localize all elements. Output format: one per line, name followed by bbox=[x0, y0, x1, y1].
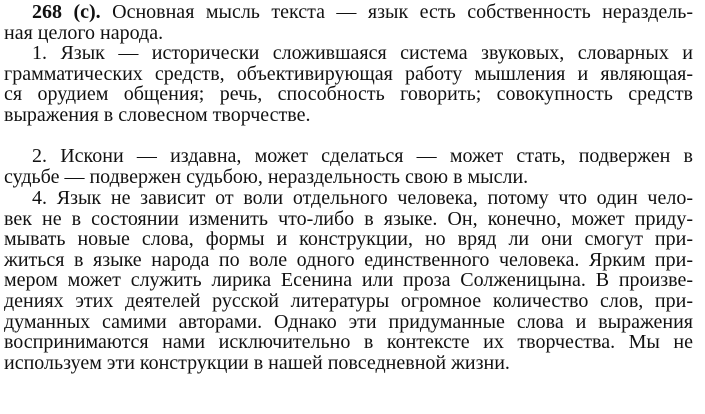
text-line: житься в языке народа по воле одного единственного человека. Ярким при- bbox=[4, 248, 693, 271]
text-line: воспринимаются нами исключительно в контексте их творчества. Мы не bbox=[4, 331, 693, 354]
text-line: судьбе — подвержен судьбою, нераздельность свою в мысли. bbox=[4, 165, 529, 188]
text-line: 4. Язык не зависит от воли отдельного человека, потому что один чело- bbox=[32, 187, 693, 209]
text-line: 1. Язык — исторически сложившаяся система звуковых, словарных и bbox=[32, 42, 693, 64]
text-line: дениях этих деятелей русской литературы огромное количество слов, при- bbox=[4, 289, 693, 312]
exercise-number: 268 (с). bbox=[32, 1, 101, 23]
paragraph-item-2 bbox=[0, 146, 705, 187]
text-line: мывать новые слова, формы и конструкции, но вряд ли они смогут при- bbox=[4, 228, 693, 251]
paragraph-item-4 bbox=[0, 188, 705, 373]
text-line: ная целого народа. bbox=[4, 21, 164, 44]
text-span: Основная мысль текста — язык есть собственность нераздель- bbox=[112, 1, 693, 23]
text-line: думанных самими авторами. Однако эти придуманные слова и выражения bbox=[4, 310, 693, 333]
text-line: ся орудием общения; речь, способность говорить; совокупность средств bbox=[4, 83, 693, 106]
paragraph-item-1 bbox=[0, 43, 705, 125]
exercise-header-paragraph bbox=[0, 2, 705, 43]
text-line: мером может служить лирика Есенина или проза Солженицына. В произве- bbox=[4, 269, 693, 292]
text-line: 2. Искони — издавна, может сделаться — может стать, подвержен в bbox=[32, 145, 693, 167]
text-line: используем эти конструкции в нашей повседневной жизни. bbox=[4, 351, 510, 374]
text-line: грамматических средств, объективирующая работу мышления и являющая- bbox=[4, 62, 693, 85]
text-line bbox=[0, 2, 705, 23]
text-line: выражения в словесном творчестве. bbox=[4, 103, 311, 126]
text-line: век не в состоянии изменить что-либо в языке. Он, конечно, может приду- bbox=[4, 207, 693, 230]
